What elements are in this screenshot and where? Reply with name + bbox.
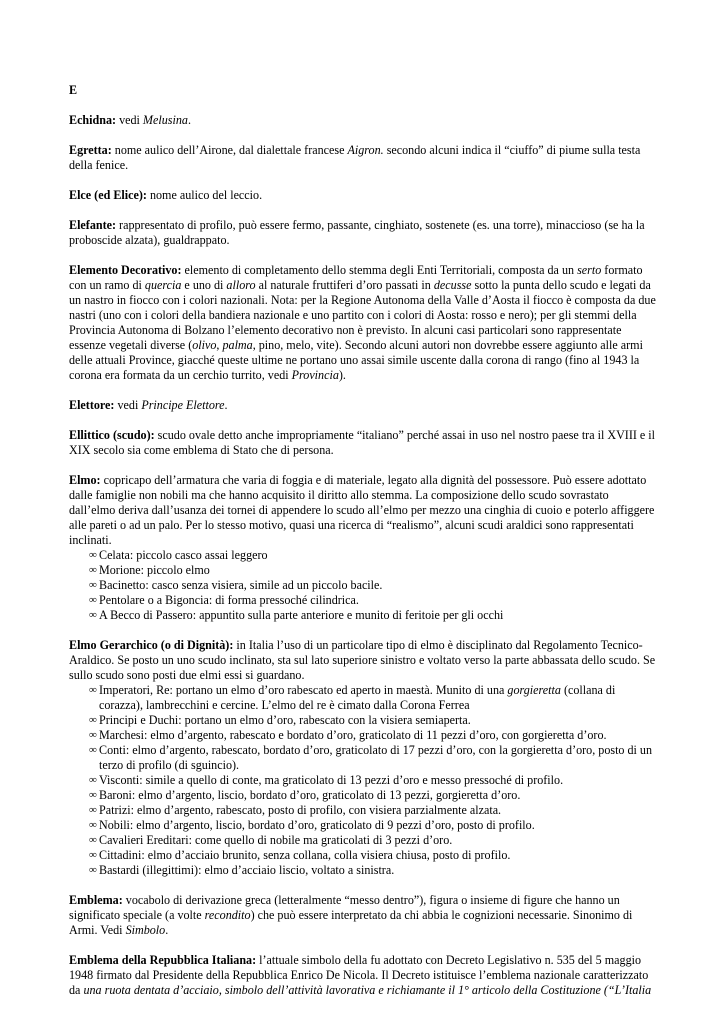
list-item: ∞ Nobili: elmo d’argento, liscio, bordato d’oro, graticolato di 9 pezzi d’oro, posto di profilo. [89,818,535,832]
entry-emblema-repubblica: Emblema della Repubblica Italiana: l’attuale simbolo della fu adottato con Decreto Legislativo n. 535 del 5 maggio 1948 firmato dal Presidente della Repubblica Enrico De Nicola. Il Decreto istituisce l’emblema nazionale caratterizzato da una ruota dentata d’acciaio, simbolo dell’attività lavorativa e richiamante il 1° articolo della Costituzione (“L’Italia [69,953,652,997]
infinity-icon: ∞ [89,789,97,801]
entry-term: Ellittico (scudo): [69,428,155,442]
entry-ellittico: Ellittico (scudo): scudo ovale detto anche impropriamente “italiano” perché assai in uso nel nostro paese tra il XVIII e il XIX secolo sia come emblema di Stato che di persona. [69,428,656,457]
infinity-icon: ∞ [89,834,97,846]
list-item: ∞ Baroni: elmo d’argento, liscio, bordato d’oro, graticolato di 13 pezzi, gorgieretta d’oro. [89,788,521,802]
section-letter: E [69,83,78,97]
entry-elefante: Elefante: rappresentato di profilo, può essere fermo, passante, cinghiato, sostenete (es. una torre), minaccioso (se ha la proboscide alzata), gualdrappato. [69,218,645,247]
infinity-icon: ∞ [89,579,97,591]
list-item: ∞ Visconti: simile a quello di conte, ma graticolato di 13 pezzi d’oro e messo pressoché di profilo. [89,773,564,787]
entry-egretta: Egretta: nome aulico dell’Airone, dal dialettale francese Aigron. secondo alcuni indica il “ciuffo” di piume sulla testa della fenice. [69,143,641,172]
document-page [69,83,657,1013]
infinity-icon: ∞ [89,774,97,786]
entry-elmo-gerarchico: Elmo Gerarchico (o di Dignità): in Italia l’uso di un particolare tipo di elmo è disciplinato dal Regolamento Tecnico-Araldico. Se posto un uno scudo inclinato, sta sul lato superiore sinistro e voltato verso la parte abbassata dello scudo. Se sullo scudo sono posti due elmi essi si guardano. [69,638,656,682]
list-item: ∞ Marchesi: elmo d’argento, rabescato e bordato d’oro, graticolato di 11 pezzi d’oro, con gorgieretta d’oro. [89,728,607,742]
list-item: ∞ Principi e Duchi: portano un elmo d’oro, rabescato con la visiera semiaperta. [89,713,471,727]
entry-elmo: Elmo: copricapo dell’armatura che varia di foggia e di materiale, legato alla dignità del possessore. Può essere adottato dalle famiglie non nobili ma che hanno acquisito il diritto allo stemma. La composizione dello scudo sovrastato dall’elmo deriva dall’usanza dei tornei di appendere lo scudo all’elmo per mezzo una cinghia di cuoio e poterlo affiggere alle pareti o ad un palo. Per lo stesso motivo, quasi una ricerca di “realismo”, alcuni scudi araldici sono rappresentati inclinati. [69,473,655,547]
list-item: ∞ Celata: piccolo casco assai leggero [89,548,268,562]
list-item: ∞ Pentolare o a Bigoncia: di forma pressoché cilindrica. [89,593,359,607]
infinity-icon: ∞ [89,744,97,756]
elmo-gerarchico-list [69,683,657,878]
list-item: ∞ Bacinetto: casco senza visiera, simile ad un piccolo bacile. [89,578,383,592]
entry-term: Elemento Decorativo: [69,263,182,277]
infinity-icon: ∞ [89,684,97,696]
list-item: ∞ Morione: piccolo elmo [89,563,210,577]
infinity-icon: ∞ [89,819,97,831]
infinity-icon: ∞ [89,714,97,726]
list-item: ∞ Patrizi: elmo d’argento, rabescato, posto di profilo, con visiera parzialmente alzata. [89,803,502,817]
list-item: ∞ Bastardi (illegittimi): elmo d’acciaio liscio, voltato a sinistra. [89,863,395,877]
entry-term: Echidna: [69,113,117,127]
elmo-types-list [69,548,657,623]
infinity-icon: ∞ [89,729,97,741]
infinity-icon: ∞ [89,594,97,606]
infinity-icon: ∞ [89,849,97,861]
list-item: ∞ Conti: elmo d’argento, rabescato, bordato d’oro, graticolato di 17 pezzi d’oro, con la gorgieretta d’oro, posto di un terzo di profilo (di sguincio). [89,743,653,772]
entry-term: Elettore: [69,398,115,412]
entry-term: Elefante: [69,218,117,232]
list-item: ∞ Imperatori, Re: portano un elmo d’oro rabescato ed aperto in maestà. Munito di una gorgieretta (collana di corazza), lambrecchini e cercine. L’elmo del re è cimato dalla Corona Ferrea [89,683,616,712]
list-item: ∞ A Becco di Passero: appuntito sulla parte anteriore e munito di feritoie per gli occhi [89,608,504,622]
infinity-icon: ∞ [89,549,97,561]
list-item: ∞ Cittadini: elmo d’acciaio brunito, senza collana, colla visiera chiusa, posto di profilo. [89,848,511,862]
entry-elce: Elce (ed Elice): nome aulico del leccio. [69,188,263,202]
entry-term: Egretta: [69,143,112,157]
entry-term: Elce (ed Elice): [69,188,147,202]
infinity-icon: ∞ [89,804,97,816]
entry-term: Elmo Gerarchico (o di Dignità): [69,638,234,652]
infinity-icon: ∞ [89,609,97,621]
entry-term: Emblema: [69,893,123,907]
entry-elettore: Elettore: vedi Principe Elettore. [69,398,228,412]
entry-emblema: Emblema: vocabolo di derivazione greca (letteralmente “messo dentro”), figura o insieme di figure che hanno un significato speciale (a volte recondito) che può essere interpretato da chi abbia le cognizioni necessarie. Sinonimo di Armi. Vedi Simbolo. [69,893,633,937]
infinity-icon: ∞ [89,864,97,876]
entry-echidna: Echidna: vedi Melusina. [69,113,191,127]
entry-term: Elmo: [69,473,101,487]
infinity-icon: ∞ [89,564,97,576]
entry-term: Emblema della Repubblica Italiana: [69,953,257,967]
entry-elemento-decorativo: Elemento Decorativo: elemento di completamento dello stemma degli Enti Territoriali, composta da un serto formato con un ramo di quercia e uno di alloro al naturale fruttiferi d’oro passati in decusse sotto la punta dello scudo e legati da un nastro in fiocco con i colori nazionali. Nota: per la Regione Autonoma della Valle d’Aosta il fiocco è composta da due nastri (uno con i colori della bandiera nazionale e uno partito con i colori di Aosta: rosso e nero); per gli stemmi della Provincia Autonoma di Bolzano l’elemento decorativo non è previsto. In alcuni casi particolari sono rappresentate essenze vegetali diverse (olivo, palma, pino, melo, vite). Secondo alcuni autori non dovrebbe essere aggiunto alle armi delle attuali Province, giacché queste ultime ne portano uno assai simile uscente dalla corona di rango (fino al 1943 la corona era formata da un cerchio turrito, vedi Provincia). [69,263,656,382]
list-item: ∞ Cavalieri Ereditari: come quello di nobile ma graticolati di 3 pezzi d’oro. [89,833,453,847]
